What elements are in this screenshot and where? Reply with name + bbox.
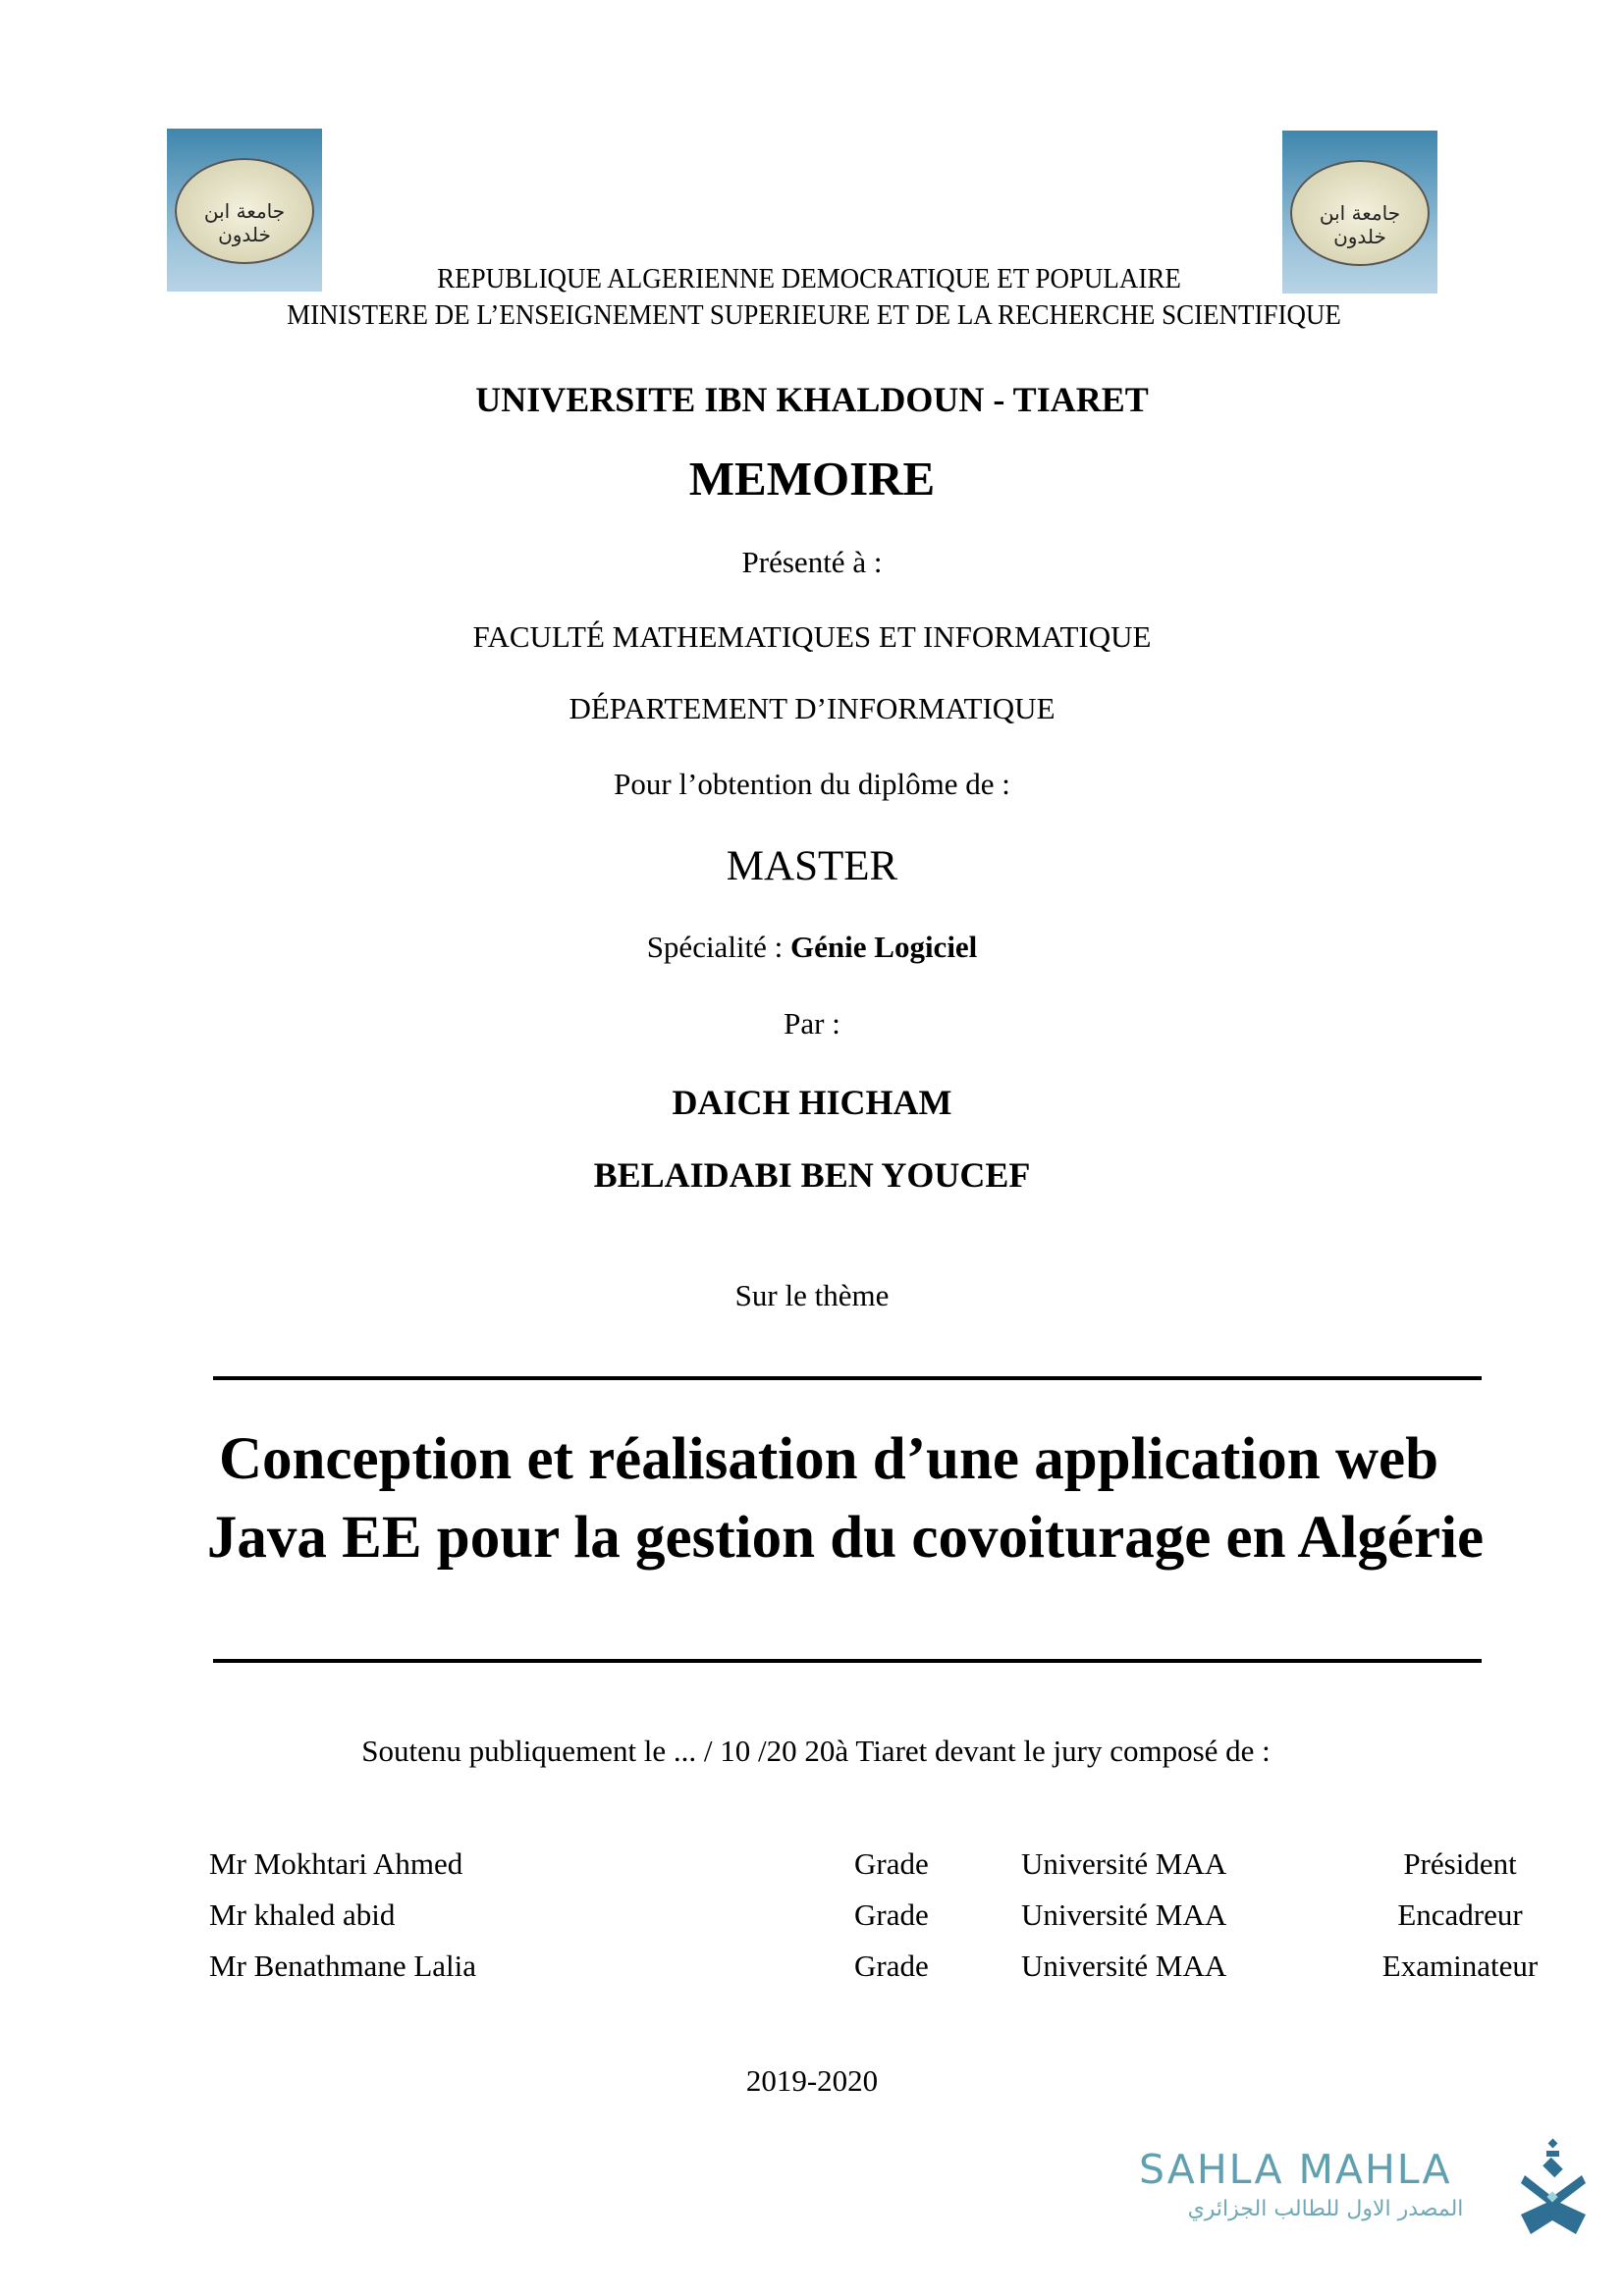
presented-to: Présenté à :: [741, 545, 883, 579]
theme-intro: Sur le thème: [734, 1278, 890, 1312]
logo-text: جامعة ابن خلدون: [1319, 201, 1401, 248]
defense-statement: Soutenu publiquement le ... / 10 /20 20à Tiaret devant le jury composé de :: [361, 1734, 1271, 1768]
watermark-tagline: المصدر الاول للطالب الجزائري: [1187, 2197, 1464, 2221]
ministry-heading: MINISTERE DE L’ENSEIGNEMENT SUPERIEURE ET DE LA RECHERCHE SCIENTIFIQUE: [287, 299, 1341, 331]
department: DÉPARTEMENT D’INFORMATIQUE: [568, 691, 1056, 725]
by-label: Par :: [784, 1006, 840, 1041]
jury-grade: Grade: [854, 1897, 929, 1932]
divider-bottom: [213, 1659, 1482, 1663]
author-1: DAICH HICHAM: [672, 1083, 952, 1122]
thesis-title-line-2: Java EE pour la gestion du covoiturage en Algérie: [206, 1505, 1485, 1571]
jury-grade: Grade: [854, 1846, 929, 1881]
speciality-label: Spécialité :: [646, 930, 791, 964]
university-name: UNIVERSITE IBN KHALDOUN - TIARET: [475, 380, 1149, 419]
logo-text: جامعة ابن خلدون: [203, 199, 286, 246]
diploma-intro: Pour l’obtention du diplôme de :: [614, 767, 1010, 801]
document-type: MEMOIRE: [688, 452, 936, 506]
thesis-title-line-1: Conception et réalisation d’une application web: [218, 1426, 1439, 1492]
author-2: BELAIDABI BEN YOUCEF: [593, 1155, 1031, 1195]
academic-year: 2019-2020: [745, 2063, 879, 2098]
watermark-brand: SAHLA MAHLA: [1139, 2146, 1452, 2193]
jury-name: Mr khaled abid: [209, 1897, 396, 1932]
jury-row: [0, 1897, 1624, 1937]
faculty: FACULTÉ MATHEMATIQUES ET INFORMATIQUE: [472, 619, 1152, 654]
diploma: MASTER: [726, 843, 898, 889]
jury-university: Université MAA: [1021, 1897, 1227, 1932]
jury-grade: Grade: [854, 1949, 929, 1983]
divider-top: [213, 1376, 1482, 1380]
jury-row: [0, 1846, 1624, 1886]
jury-university: Université MAA: [1021, 1949, 1227, 1983]
jury-role: Président: [1403, 1846, 1517, 1881]
jury-row: [0, 1949, 1624, 1988]
jury-university: Université MAA: [1021, 1846, 1227, 1881]
speciality-value: Génie Logiciel: [790, 930, 978, 964]
jury-name: Mr Mokhtari Ahmed: [209, 1846, 463, 1881]
jury-name: Mr Benathmane Lalia: [209, 1949, 477, 1983]
jury-role: Encadreur: [1397, 1897, 1523, 1932]
jury-role: Examinateur: [1381, 1949, 1539, 1983]
sahla-mahla-watermark: [1139, 2130, 1591, 2248]
republic-heading: REPUBLIQUE ALGERIENNE DEMOCRATIQUE ET POPULAIRE: [437, 263, 1181, 294]
speciality: [0, 930, 1624, 965]
calligraphy-logo-icon: [1517, 2138, 1591, 2236]
